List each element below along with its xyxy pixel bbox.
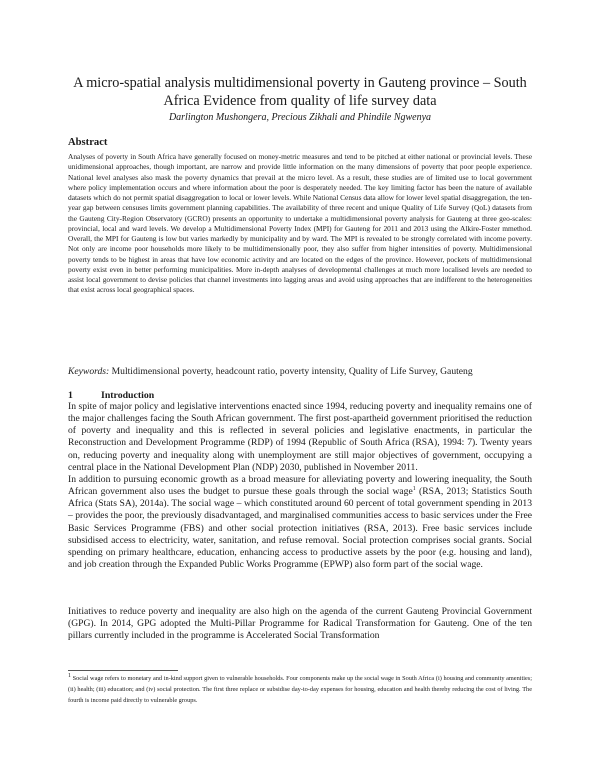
section-number: 1 xyxy=(68,390,73,401)
keywords-label: Keywords: xyxy=(68,366,110,377)
paper-authors: Darlington Mushongera, Precious Zikhali and Phindile Ngwenya xyxy=(168,112,432,123)
intro-paragraph-1: In spite of major policy and legislative interventions enacted since 1994, reducing poverty and inequality remains one of the major challenges facing the South African government. The first post-apartheid government prioritised the reduction of poverty and inequality and this is reflected in several policies and legislative enactments, in particular the Reconstruction and Development Programme (RDP) of 1994 (Republic of South Africa (RSA), 1994: 7). Twenty years on, reducing poverty and inequality along with unemployment are still major objectives of government, occupying a central place in the National Development Plan (NDP) 2030, published in November 2011. xyxy=(68,401,532,473)
section-title: Introduction xyxy=(101,390,155,401)
footnote-reference: 1 xyxy=(412,485,416,492)
intro-paragraph-2 xyxy=(68,474,532,571)
footnote-mark: 1 xyxy=(68,672,71,679)
footnote xyxy=(68,673,532,706)
intro-paragraph-3: Initiatives to reduce poverty and inequality are also high on the agenda of the current Gauteng Provincial Government (GPG). In 2014, GPG adopted the Multi-Pillar Programme for Radical Transformation for Gauteng. One of the ten pillars currently included in the programme is Accelerated Social Transformation xyxy=(68,606,532,642)
keywords-list: Multidimensional poverty, headcount ratio, poverty intensity, Quality of Life Survey, Gauteng xyxy=(109,366,473,377)
abstract-heading: Abstract xyxy=(68,137,108,148)
abstract-body: Analyses of poverty in South Africa have generally focused on money-metric measures and tend to be pitched at either national or provincial levels. These unidimensional approaches, though important, are narrow and provide little information on the many dimensions of poverty that poor people experience. National level analyses also mask the poverty dynamics that prevail at the micro level. As a result, these studies are of limited use to local government where policy implementation occurs and where information about the poor is desperately needed. The key limiting factor has been the nature of available datasets which do not permit spatial disaggregation to local or lower levels. While National Census data allow for lower level spatial disaggregation, the ten-year gap between censuses limits government planning capabilities. The availability of three recent and unique Quality of Life Survey (QoL) datasets from the Gauteng City-Region Observatory (GCRO) presents an opportunity to undertake a multidimensional poverty analysis for Gauteng at three geo-scales: provincial, local and ward levels. We develop a Multidimensional Poverty Index (MPI) for Gauteng for 2011 and 2013 using the Alkire-Foster mmethod. Overall, the MPI for Gauteng is low but varies markedly by municipality and by ward. The MPI is revealed to be strongly correlated with income poverty. Not only are income poor households more likely to be multidimensionally poor, they also suffer from higher intensities of poverty. Multidimensional poverty tends to be highest in areas that have low economic activity and are located on the edges of the province. However, pockets of multidimensional poverty exist even in better performing municipalities. More in-depth analyses of developmental challenges at much more localised levels are needed to assist local government to devise policies that channel investments into lagging areas and avoid using approaches that are indifferent to the heterogeneities that exist across local geographical spaces. xyxy=(68,152,532,295)
paragraph-2-text-b: (RSA, 2013; Statistics South Africa (Stats SA), 2014a). The social wage – which constituted around 60 percent of total government spending in 2013 – provides the poor, the previously disadvantaged, and marginalised communities access to basic services under the Free Basic Services Programme (FBS) and other social protection initiatives (RSA, 2013). Free basic services include subsidised access to electricity, water, sanitation, and refuse removal. Social protection comprises social grants. Social spending on primary healthcare, education, enhancing access to productive assets by the poor (e.g. housing and land), and job creation through the Expanded Public Works Programme (EPWP) also form part of the social wage. xyxy=(68,486,532,571)
paragraph-2-text-a: In addition to pursuing economic growth as a broad measure for alleviating poverty and lowering inequality, the South African government also uses the budget to pursue these goals through the social wage xyxy=(68,474,532,498)
paper-title: A micro-spatial analysis multidimensional poverty in Gauteng province – South Africa Evidence from quality of life survey data xyxy=(73,75,527,109)
footnote-text: Social wage refers to monetary and in-kind support given to vulnerable households. Four components make up the social wage in South Africa (i) housing and community amenities; (ii) health; (iii) education; and (iv) social protection. The first three replace or subsidise day-to-day expenses for housing, education and health thereby reducing the cost of living. The fourth is income paid directly to vulnerable groups. xyxy=(68,675,532,704)
footnote-divider xyxy=(68,670,178,671)
keywords-line xyxy=(68,366,538,378)
section-heading xyxy=(68,390,154,401)
